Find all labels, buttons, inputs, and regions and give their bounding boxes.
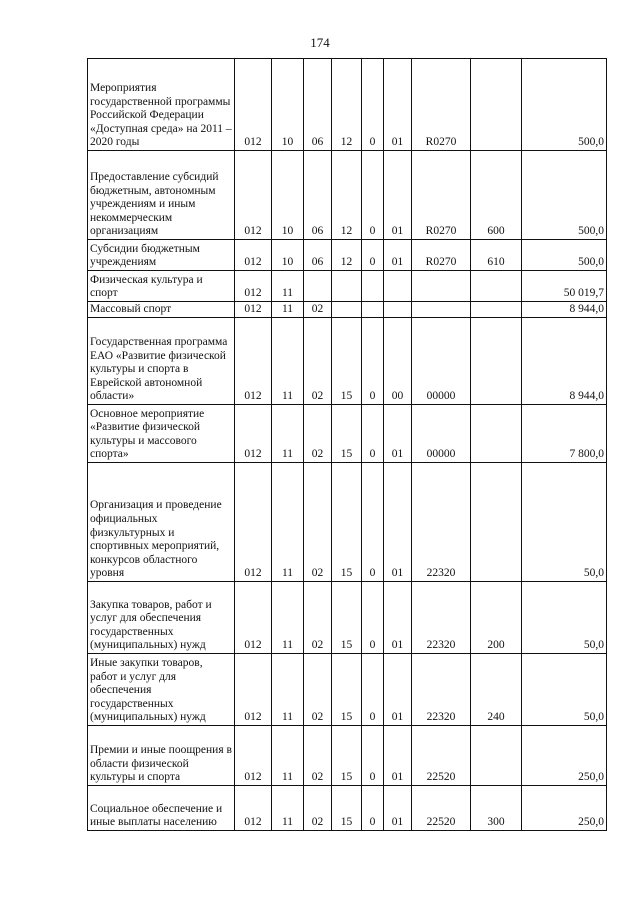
subsection-code: 02 [304, 463, 332, 582]
subprogram-code: 0 [362, 726, 384, 786]
direction-code: 00000 [412, 318, 471, 405]
amount: 500,0 [522, 151, 607, 240]
ministry-code: 012 [235, 59, 272, 151]
subprogram-code: 0 [362, 786, 384, 831]
amount: 8 944,0 [522, 318, 607, 405]
table-row [88, 405, 607, 463]
event-code: 01 [384, 405, 412, 463]
direction-code: R0270 [412, 151, 471, 240]
page-number: 174 [310, 35, 330, 50]
table-row [88, 302, 607, 318]
subsection-code: 02 [304, 318, 332, 405]
row-name: Мероприятия государственной программы Российской Федерации «Доступная среда» на 2011 – 2020 годы [88, 59, 235, 151]
row-name: Иные закупки товаров, работ и услуг для обеспечения государственных (муниципальных) нужд [88, 654, 235, 726]
table-row [88, 463, 607, 582]
subprogram-code: 0 [362, 654, 384, 726]
program-code: 12 [332, 151, 362, 240]
section-code: 11 [272, 271, 304, 302]
expense-type-code [471, 726, 522, 786]
direction-code: 22320 [412, 582, 471, 654]
amount: 50,0 [522, 463, 607, 582]
event-code: 00 [384, 318, 412, 405]
expense-type-code [471, 271, 522, 302]
subprogram-code [362, 302, 384, 318]
event-code: 01 [384, 59, 412, 151]
direction-code: 00000 [412, 405, 471, 463]
subprogram-code: 0 [362, 240, 384, 271]
subprogram-code: 0 [362, 59, 384, 151]
direction-code: 22520 [412, 786, 471, 831]
section-code: 11 [272, 318, 304, 405]
amount: 8 944,0 [522, 302, 607, 318]
event-code [384, 271, 412, 302]
direction-code: 22320 [412, 654, 471, 726]
direction-code: R0270 [412, 240, 471, 271]
section-code: 11 [272, 726, 304, 786]
direction-code [412, 302, 471, 318]
subprogram-code: 0 [362, 151, 384, 240]
event-code: 01 [384, 463, 412, 582]
row-name: Субсидии бюджетным учреждениям [88, 240, 235, 271]
expense-type-code: 240 [471, 654, 522, 726]
table-row [88, 240, 607, 271]
program-code: 15 [332, 654, 362, 726]
ministry-code: 012 [235, 302, 272, 318]
program-code: 15 [332, 405, 362, 463]
table-row [88, 151, 607, 240]
row-name: Премии и иные поощрения в области физической культуры и спорта [88, 726, 235, 786]
section-code: 11 [272, 405, 304, 463]
subsection-code: 06 [304, 151, 332, 240]
table-row [88, 786, 607, 831]
subprogram-code: 0 [362, 582, 384, 654]
expense-type-code: 610 [471, 240, 522, 271]
event-code: 01 [384, 582, 412, 654]
program-code: 15 [332, 582, 362, 654]
budget-table [87, 58, 607, 831]
row-name: Предоставление субсидий бюджетным, автономным учреждениям и иным некоммерческим организациям [88, 151, 235, 240]
expense-type-code [471, 318, 522, 405]
program-code [332, 302, 362, 318]
row-name: Основное мероприятие «Развитие физической культуры и массового спорта» [88, 405, 235, 463]
program-code: 15 [332, 726, 362, 786]
section-code: 11 [272, 582, 304, 654]
direction-code: 22520 [412, 726, 471, 786]
section-code: 11 [272, 654, 304, 726]
ministry-code: 012 [235, 463, 272, 582]
subsection-code: 02 [304, 405, 332, 463]
expense-type-code: 300 [471, 786, 522, 831]
amount: 7 800,0 [522, 405, 607, 463]
expense-type-code [471, 59, 522, 151]
table-row [88, 318, 607, 405]
event-code: 01 [384, 726, 412, 786]
amount: 500,0 [522, 240, 607, 271]
section-code: 11 [272, 463, 304, 582]
expense-type-code [471, 405, 522, 463]
subsection-code: 02 [304, 582, 332, 654]
table-row [88, 654, 607, 726]
expense-type-code: 200 [471, 582, 522, 654]
row-name: Организация и проведение официальных физкультурных и спортивных мероприятий, конкурсов областного уровня [88, 463, 235, 582]
subsection-code: 06 [304, 240, 332, 271]
subsection-code: 06 [304, 59, 332, 151]
subprogram-code: 0 [362, 318, 384, 405]
event-code: 01 [384, 786, 412, 831]
ministry-code: 012 [235, 786, 272, 831]
event-code [384, 302, 412, 318]
event-code: 01 [384, 654, 412, 726]
program-code: 15 [332, 318, 362, 405]
table-row [88, 726, 607, 786]
ministry-code: 012 [235, 726, 272, 786]
subsection-code: 02 [304, 302, 332, 318]
subsection-code [304, 271, 332, 302]
section-code: 10 [272, 240, 304, 271]
subprogram-code: 0 [362, 463, 384, 582]
section-code: 11 [272, 786, 304, 831]
section-code: 11 [272, 302, 304, 318]
row-name: Массовый спорт [88, 302, 235, 318]
expense-type-code: 600 [471, 151, 522, 240]
amount: 50,0 [522, 582, 607, 654]
amount: 250,0 [522, 786, 607, 831]
program-code [332, 271, 362, 302]
amount: 50,0 [522, 654, 607, 726]
program-code: 12 [332, 240, 362, 271]
table-row [88, 582, 607, 654]
expense-type-code [471, 463, 522, 582]
ministry-code: 012 [235, 582, 272, 654]
program-code: 15 [332, 463, 362, 582]
row-name: Социальное обеспечение и иные выплаты населению [88, 786, 235, 831]
amount: 500,0 [522, 59, 607, 151]
ministry-code: 012 [235, 271, 272, 302]
amount: 250,0 [522, 726, 607, 786]
amount: 50 019,7 [522, 271, 607, 302]
row-name: Физическая культура и спорт [88, 271, 235, 302]
ministry-code: 012 [235, 151, 272, 240]
ministry-code: 012 [235, 240, 272, 271]
section-code: 10 [272, 59, 304, 151]
subprogram-code: 0 [362, 405, 384, 463]
row-name: Государственная программа ЕАО «Развитие физической культуры и спорта в Еврейской автономной области» [88, 318, 235, 405]
ministry-code: 012 [235, 318, 272, 405]
direction-code [412, 271, 471, 302]
subsection-code: 02 [304, 654, 332, 726]
subsection-code: 02 [304, 786, 332, 831]
row-name: Закупка товаров, работ и услуг для обеспечения государственных (муниципальных) нужд [88, 582, 235, 654]
program-code: 12 [332, 59, 362, 151]
event-code: 01 [384, 240, 412, 271]
section-code: 10 [272, 151, 304, 240]
ministry-code: 012 [235, 654, 272, 726]
expense-type-code [471, 302, 522, 318]
event-code: 01 [384, 151, 412, 240]
subprogram-code [362, 271, 384, 302]
ministry-code: 012 [235, 405, 272, 463]
table-row [88, 59, 607, 151]
direction-code: R0270 [412, 59, 471, 151]
program-code: 15 [332, 786, 362, 831]
subsection-code: 02 [304, 726, 332, 786]
direction-code: 22320 [412, 463, 471, 582]
table-row [88, 271, 607, 302]
